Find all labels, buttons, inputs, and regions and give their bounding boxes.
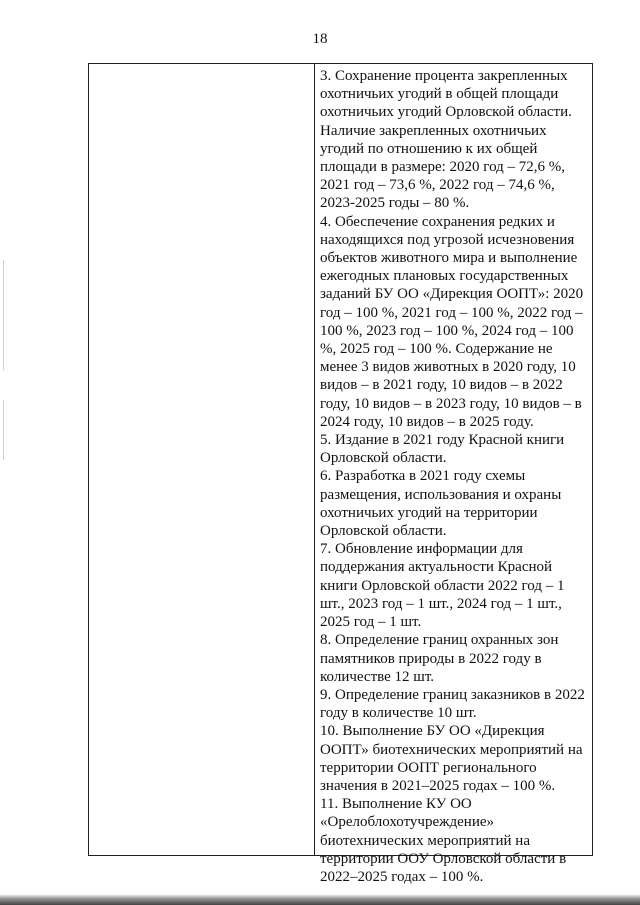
document-table — [88, 63, 593, 885]
list-item-6: 6. Разработка в 2021 году схемы размещения, использования и охраны охотничьих угодий на территории Орловской области. — [320, 468, 562, 540]
table-right-cell — [315, 64, 592, 885]
page-number: 18 — [312, 31, 328, 47]
list-item-8: 8. Определение границ охранных зон памятников природы в 2022 году в количестве 12 шт. — [320, 632, 559, 685]
list-item-5: 5. Издание в 2021 году Красной книги Орловской области. — [320, 432, 565, 467]
list-item-3: 3. Сохранение процента закрепленных охотничьих угодий в общей площади охотничьих угодий Орловской области. Наличие закрепленных охотничьих угодий по отношению к их общей площади в размере: 2020 год – 72,6 %, 2021 год – 73,6 %, 2022 год – 74,6 %, 2023-2025 годы – 80 %. — [320, 68, 572, 212]
list-item-4: 4. Обеспечение сохранения редких и находящихся под угрозой исчезновения объектов животного мира и выполнение ежегодных плановых государственных заданий БУ ОО «Дирекция ООПТ»: 2020 год – 100 %, 2021 год – 100 %, 2022 год – 100 %, 2023 год – 100 %, 2024 год – 100 %, 2025 год – 100 %. Содержание не менее 3 видов животных в 2020 году, 10 видов – в 2021 году, 10 видов – в 2022 году, 10 видов – в 2023 году, 10 видов – в 2024 году, 10 видов – в 2025 году. — [320, 213, 584, 430]
scan-mark-left-lower — [3, 400, 4, 460]
list-item-10: 10. Выполнение БУ ОО «Дирекция ООПТ» биотехнических мероприятий на территории ООПТ регионального значения в 2021–2025 годах – 100 %. — [320, 723, 583, 794]
list-item-9: 9. Определение границ заказников в 2022 году в количестве 10 шт. — [320, 686, 585, 722]
scan-mark-left — [3, 260, 4, 370]
table-left-cell — [89, 64, 315, 855]
list-item-7: 7. Обновление информации для поддержания актуальности Красной книги Орловской области 2022 год – 1 шт., 2023 год – 1 шт., 2024 год – 1 шт., 2025 год – 1 шт. — [320, 541, 565, 631]
scan-bottom-edge — [0, 894, 640, 905]
list-item-11: 11. Выполнение КУ ОО «Орелоблохотучреждение» биотехнических мероприятий на территории ООУ Орловской области в 2022–2025 годах – 100 %. — [320, 796, 567, 885]
